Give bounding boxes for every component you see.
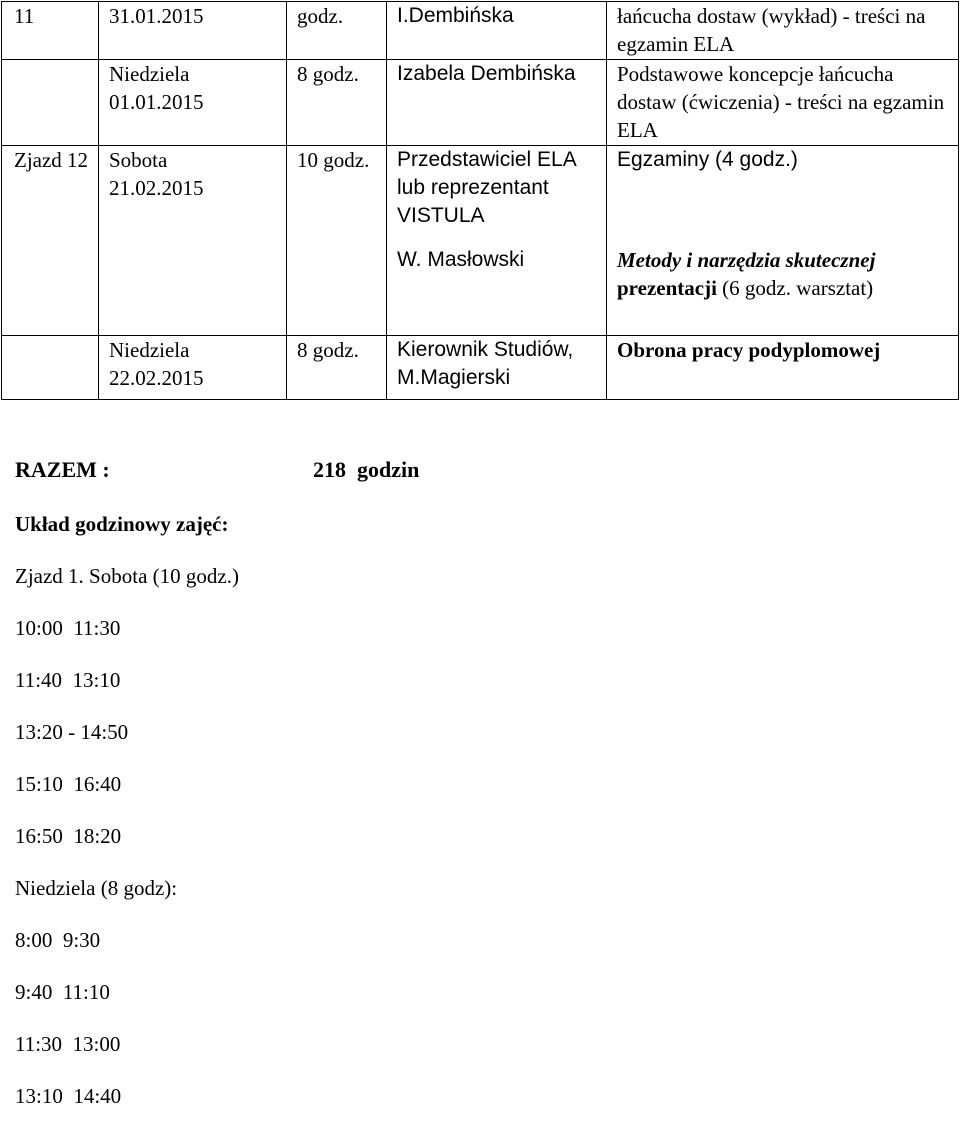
time-slot: 8:00 9:30 bbox=[15, 928, 101, 952]
hours: godz. bbox=[297, 4, 344, 28]
time-slot: 13:20 - 14:50 bbox=[15, 720, 129, 744]
topic: Podstawowe koncepcje łańcucha dostaw (ćwiczenia) - treści na egzamin ELA bbox=[617, 62, 945, 142]
hours-cell bbox=[287, 336, 387, 400]
meeting-number-cell bbox=[2, 60, 99, 146]
date: 22.02.2015 bbox=[109, 366, 204, 390]
meeting-number-cell bbox=[2, 336, 99, 400]
sunday-title: Niedziela (8 godz): bbox=[15, 876, 178, 900]
teacher: Przedstawiciel ELA lub reprezentant VISTULA bbox=[397, 148, 576, 227]
topic-bold: prezentacji bbox=[617, 275, 717, 300]
schedule-table bbox=[1, 1, 959, 400]
time-slot: 9:40 11:10 bbox=[15, 980, 110, 1004]
topic-cell bbox=[607, 2, 959, 60]
topic-cell bbox=[607, 60, 959, 146]
hours: 8 godz. bbox=[297, 62, 359, 86]
teacher-cell bbox=[387, 336, 607, 400]
time-slot: 10:00 11:30 bbox=[15, 616, 121, 640]
teacher-cell bbox=[387, 146, 607, 246]
teacher-cell bbox=[387, 2, 607, 60]
table-row bbox=[2, 146, 959, 246]
date: 01.01.2015 bbox=[109, 90, 204, 114]
table-row bbox=[2, 336, 959, 400]
date-cell bbox=[99, 146, 287, 336]
teacher-cell bbox=[387, 246, 607, 336]
meeting-number-cell bbox=[2, 146, 99, 336]
hours-cell bbox=[287, 146, 387, 336]
totals-value: 218 godzin bbox=[313, 457, 420, 482]
time-slot: 13:10 14:40 bbox=[15, 1084, 122, 1108]
topic-rest: (6 godz. warsztat) bbox=[722, 275, 874, 300]
topic: Obrona pracy podyplomowej bbox=[617, 338, 881, 362]
hours-cell bbox=[287, 60, 387, 146]
table-row bbox=[2, 60, 959, 146]
hour-schedule-heading: Układ godzinowy zajęć: bbox=[15, 512, 229, 536]
meeting-number: 11 bbox=[14, 4, 35, 28]
meeting-label: Zjazd 12 bbox=[14, 148, 89, 172]
time-slot: 16:50 18:20 bbox=[15, 824, 122, 848]
day-name: Niedziela bbox=[109, 338, 190, 362]
totals-label: RAZEM : bbox=[15, 457, 110, 482]
hours-cell bbox=[287, 2, 387, 60]
teacher-cell bbox=[387, 60, 607, 146]
date-cell bbox=[99, 2, 287, 60]
saturday-title: Zjazd 1. Sobota (10 godz.) bbox=[15, 564, 239, 588]
topic-cell bbox=[607, 146, 959, 246]
time-slot: 11:40 13:10 bbox=[15, 668, 121, 692]
topic: Egzaminy (4 godz.) bbox=[617, 148, 798, 171]
totals bbox=[15, 456, 715, 488]
teacher: Kierownik Studiów, M.Magierski bbox=[397, 338, 574, 389]
day-name: Sobota bbox=[109, 148, 168, 172]
time-slot: 15:10 16:40 bbox=[15, 772, 122, 796]
teacher: I.Dembińska bbox=[397, 4, 514, 27]
date-cell bbox=[99, 336, 287, 400]
teacher: W. Masłowski bbox=[397, 247, 525, 271]
hours: 8 godz. bbox=[297, 338, 359, 362]
topic-italic: Metody i narzędzia skutecznej bbox=[617, 247, 876, 272]
date: 31.01.2015 bbox=[109, 4, 204, 28]
meeting-number-cell bbox=[2, 2, 99, 60]
date-cell bbox=[99, 60, 287, 146]
topic: łańcucha dostaw (wykład) - treści na egzamin ELA bbox=[617, 4, 926, 56]
topic-cell bbox=[607, 336, 959, 400]
date: 21.02.2015 bbox=[109, 176, 204, 200]
table-row bbox=[2, 2, 959, 60]
teacher: Izabela Dembińska bbox=[397, 62, 576, 85]
hour-schedule bbox=[15, 510, 615, 1134]
topic-cell bbox=[607, 246, 959, 336]
time-slot: 11:30 13:00 bbox=[15, 1032, 121, 1056]
hours: 10 godz. bbox=[297, 148, 370, 172]
day-name: Niedziela bbox=[109, 62, 190, 86]
